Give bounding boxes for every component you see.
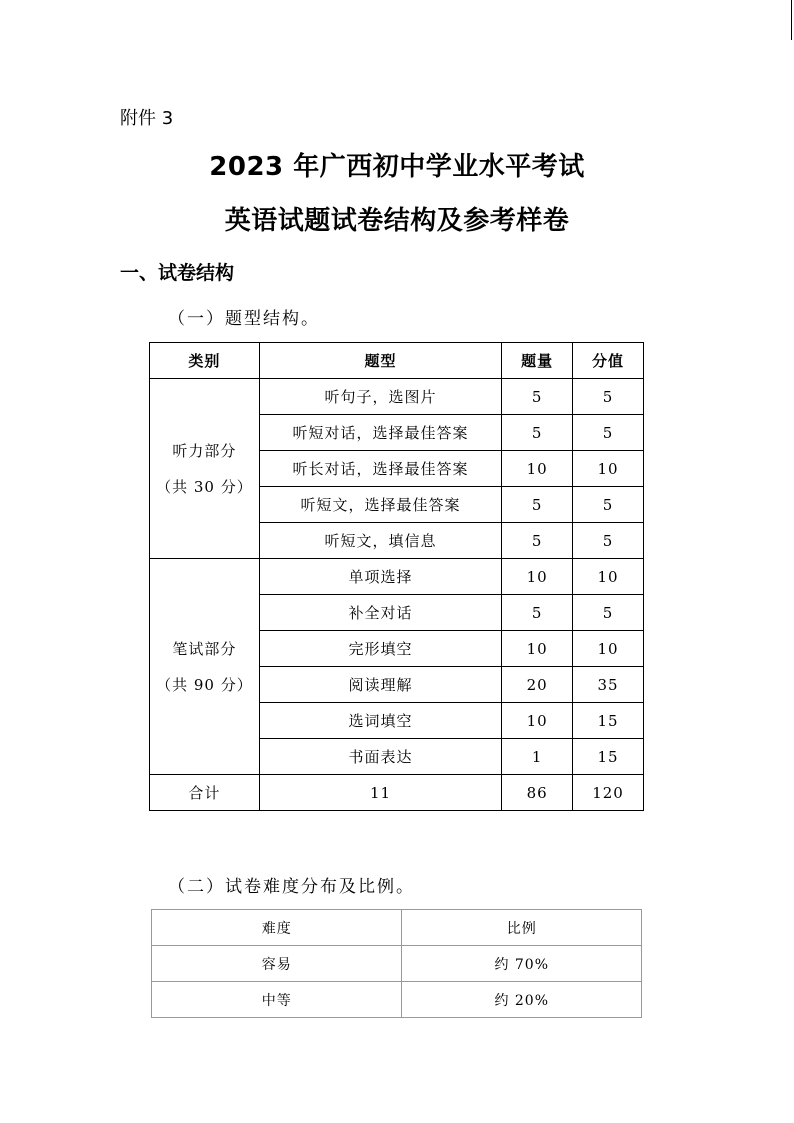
cell-score: 10 xyxy=(573,559,644,595)
cell-type: 听长对话，选择最佳答案 xyxy=(259,451,501,487)
attachment-label: 附件 3 xyxy=(120,108,174,129)
cell-difficulty-ratio: 约 20% xyxy=(402,982,642,1018)
total-count: 86 xyxy=(502,775,573,811)
cell-type: 听短对话，选择最佳答案 xyxy=(259,415,501,451)
group-listening xyxy=(150,379,260,559)
header-ratio: 比例 xyxy=(402,910,642,946)
subsection-heading-question-types: （一）题型结构。 xyxy=(168,309,320,329)
cell-count: 1 xyxy=(502,739,573,775)
group-listening-label: 听力部分 xyxy=(172,441,237,460)
cell-count: 10 xyxy=(502,559,573,595)
cell-count: 20 xyxy=(502,667,573,703)
cell-score: 5 xyxy=(573,487,644,523)
table-header-row xyxy=(152,910,642,946)
group-writing xyxy=(150,559,260,775)
cell-score: 5 xyxy=(573,379,644,415)
cell-score: 10 xyxy=(573,451,644,487)
cell-score: 10 xyxy=(573,631,644,667)
cell-type: 单项选择 xyxy=(259,559,501,595)
cell-score: 5 xyxy=(573,595,644,631)
total-types: 11 xyxy=(259,775,501,811)
question-structure-table xyxy=(149,342,644,811)
cell-count: 5 xyxy=(502,415,573,451)
cell-difficulty-level: 容易 xyxy=(152,946,402,982)
table-row xyxy=(152,946,642,982)
cell-count: 10 xyxy=(502,631,573,667)
cell-count: 5 xyxy=(502,595,573,631)
cell-count: 5 xyxy=(502,523,573,559)
section-heading-structure: 一、试卷结构 xyxy=(120,262,235,284)
cell-count: 10 xyxy=(502,703,573,739)
cell-count: 10 xyxy=(502,451,573,487)
cell-score: 15 xyxy=(573,739,644,775)
total-score: 120 xyxy=(573,775,644,811)
table-row xyxy=(150,559,644,595)
cell-type: 书面表达 xyxy=(259,739,501,775)
cell-count: 5 xyxy=(502,379,573,415)
cell-type: 听短文，填信息 xyxy=(259,523,501,559)
cell-difficulty-ratio: 约 70% xyxy=(402,946,642,982)
group-writing-label: 笔试部分 xyxy=(172,639,237,658)
cell-score: 5 xyxy=(573,415,644,451)
document-title-line1: 2023 年广西初中学业水平考试 xyxy=(209,152,585,182)
cell-type: 选词填空 xyxy=(259,703,501,739)
header-question-type: 题型 xyxy=(259,343,501,379)
cell-score: 15 xyxy=(573,703,644,739)
header-score: 分值 xyxy=(573,343,644,379)
cell-type: 阅读理解 xyxy=(259,667,501,703)
table-row xyxy=(150,379,644,415)
cell-type: 完形填空 xyxy=(259,631,501,667)
table-header-row xyxy=(150,343,644,379)
cell-score: 5 xyxy=(573,523,644,559)
page-edge-line xyxy=(791,0,792,40)
group-listening-total: （共 30 分） xyxy=(156,477,253,496)
cell-count: 5 xyxy=(502,487,573,523)
total-label: 合计 xyxy=(150,775,260,811)
table-total-row xyxy=(150,775,644,811)
header-category: 类别 xyxy=(150,343,260,379)
cell-type: 听短文，选择最佳答案 xyxy=(259,487,501,523)
document-title-line2: 英语试题试卷结构及参考样卷 xyxy=(224,206,570,236)
group-writing-total: （共 90 分） xyxy=(156,675,253,694)
header-difficulty: 难度 xyxy=(152,910,402,946)
cell-difficulty-level: 中等 xyxy=(152,982,402,1018)
cell-type: 补全对话 xyxy=(259,595,501,631)
table-row xyxy=(152,982,642,1018)
cell-score: 35 xyxy=(573,667,644,703)
cell-type: 听句子，选图片 xyxy=(259,379,501,415)
header-count: 题量 xyxy=(502,343,573,379)
difficulty-distribution-table xyxy=(151,909,642,1018)
subsection-heading-difficulty: （二）试卷难度分布及比例。 xyxy=(168,877,415,897)
